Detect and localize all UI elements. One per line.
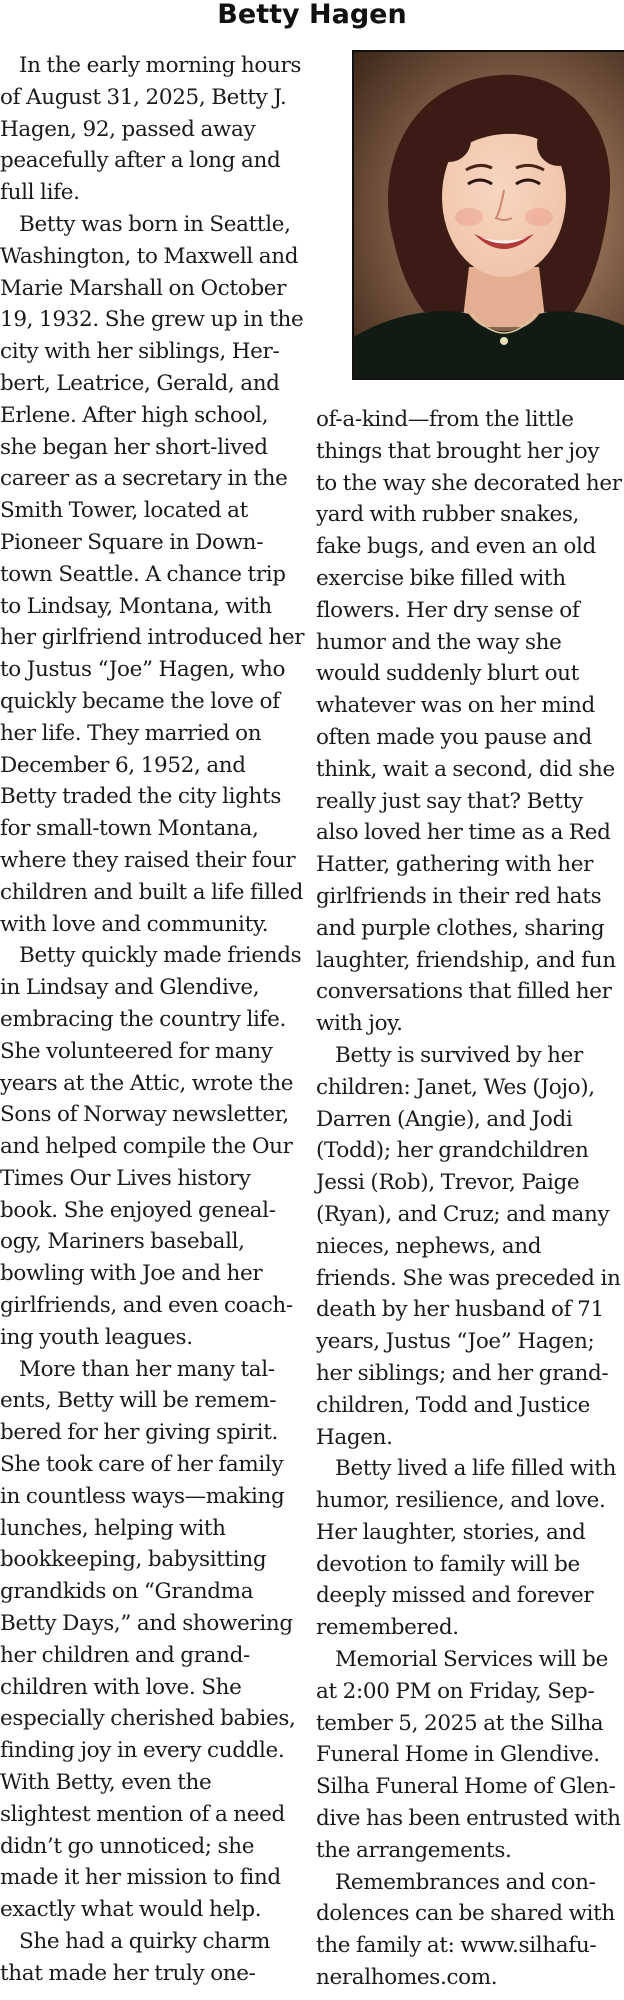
portrait-photo xyxy=(352,50,624,380)
necklace-pendant xyxy=(500,337,508,345)
paragraph-survivors: Betty is survived by her children: Janet, Wes (Jojo), Darren (Angie), and Jodi (Todd); her grandchildren Jessi (Rob), Trevor, Paige (Ryan), and Cruz; and many nieces, nephews, and friends. She was preceded in death by her husband of 71 years, Justus “Joe” Hagen; her siblings; and her grandchildren, Todd and Justice Hagen. xyxy=(316,1042,621,1450)
paragraph-services: Memorial Services will be at 2:00 PM on Friday, September 5, 2025 at the Silha Funeral Home in Glendive. Silha Funeral Home of Glendive has been entrusted with the arrangements. xyxy=(316,1647,621,1863)
cheek-right xyxy=(525,208,553,226)
cheek-left xyxy=(455,208,483,226)
text-column-left xyxy=(0,50,306,1990)
paragraph-quirky-charm-start: She had a quirky charm that made her truly one- xyxy=(0,1929,271,1986)
paragraph-passing: In the early morning hours of August 31, 2025, Betty J. Hagen, 92, passed away peacefully after a long and full life. xyxy=(0,53,302,206)
paragraph-early-life: Betty was born in Seattle, Washington, to Maxwell and Marie Marshall on October 19, 1932. She grew up in the city with her siblings, Herbert, Leatrice, Gerald, and Erlene. After high school, she began her short-lived career as a secretary in the Smith Tower, located at Pioneer Square in Downtown Seattle. A chance trip to Lindsay, Montana, with her girlfriend introduced her to Justus “Joe” Hagen, who quickly became the love of her life. They married on December 6, 1952, and Betty traded the city lights for small-town Montana, where they raised their four children and built a life filled with love and community. xyxy=(0,211,305,937)
obituary-headline: Betty Hagen xyxy=(217,0,407,30)
paragraph-legacy: Betty lived a life filled with humor, resilience, and love. Her laughter, stories, and devotion to family will be deeply missed and forever remembered. xyxy=(316,1456,617,1641)
paragraph-giving-spirit: More than her many talents, Betty will be remembered for her giving spirit. She took care of her family in countless ways—making lunches, helping with bookkeeping, babysitting grandkids on “Grandma Betty Days,” and showering her children and grandchildren with love. She especially cherished babies, finding joy in every cuddle. With Betty, even the slightest mention of a need didn’t go unnoticed; she made it her mission to find exactly what would help. xyxy=(0,1356,296,1923)
paragraph-quirky-charm-continued: of-a-kind—from the little things that brought her joy to the way she decorated her yard with rubber snakes, fake bugs, and even an old exercise bike filled with flowers. Her dry sense of humor and the way she would suddenly blurt out whatever was on her mind often made you pause and think, wait a second, did she really just say that? Betty also loved her time as a Red Hatter, gathering with her girlfriends in their red hats and purple clothes, sharing laughter, friendship, and fun conversations that filled her with joy. xyxy=(316,407,622,1037)
text-column-right xyxy=(316,50,624,1994)
hair-curl-left xyxy=(427,118,471,162)
hair-curl-right xyxy=(537,122,581,166)
paragraph-remembrances: Remembrances and condolences can be shared with the family at: www.silhafuneralhomes.com. xyxy=(316,1869,615,1991)
portrait-image xyxy=(354,52,624,378)
paragraph-community: Betty quickly made friends in Lindsay and Glendive, embracing the country life. She volunteered for many years at the Attic, wrote the Sons of Norway newsletter, and helped compile the Our Times Our Lives history book. She enjoyed genealogy, Mariners baseball, bowling with Joe and her girlfriends, and even coaching youth leagues. xyxy=(0,943,302,1350)
